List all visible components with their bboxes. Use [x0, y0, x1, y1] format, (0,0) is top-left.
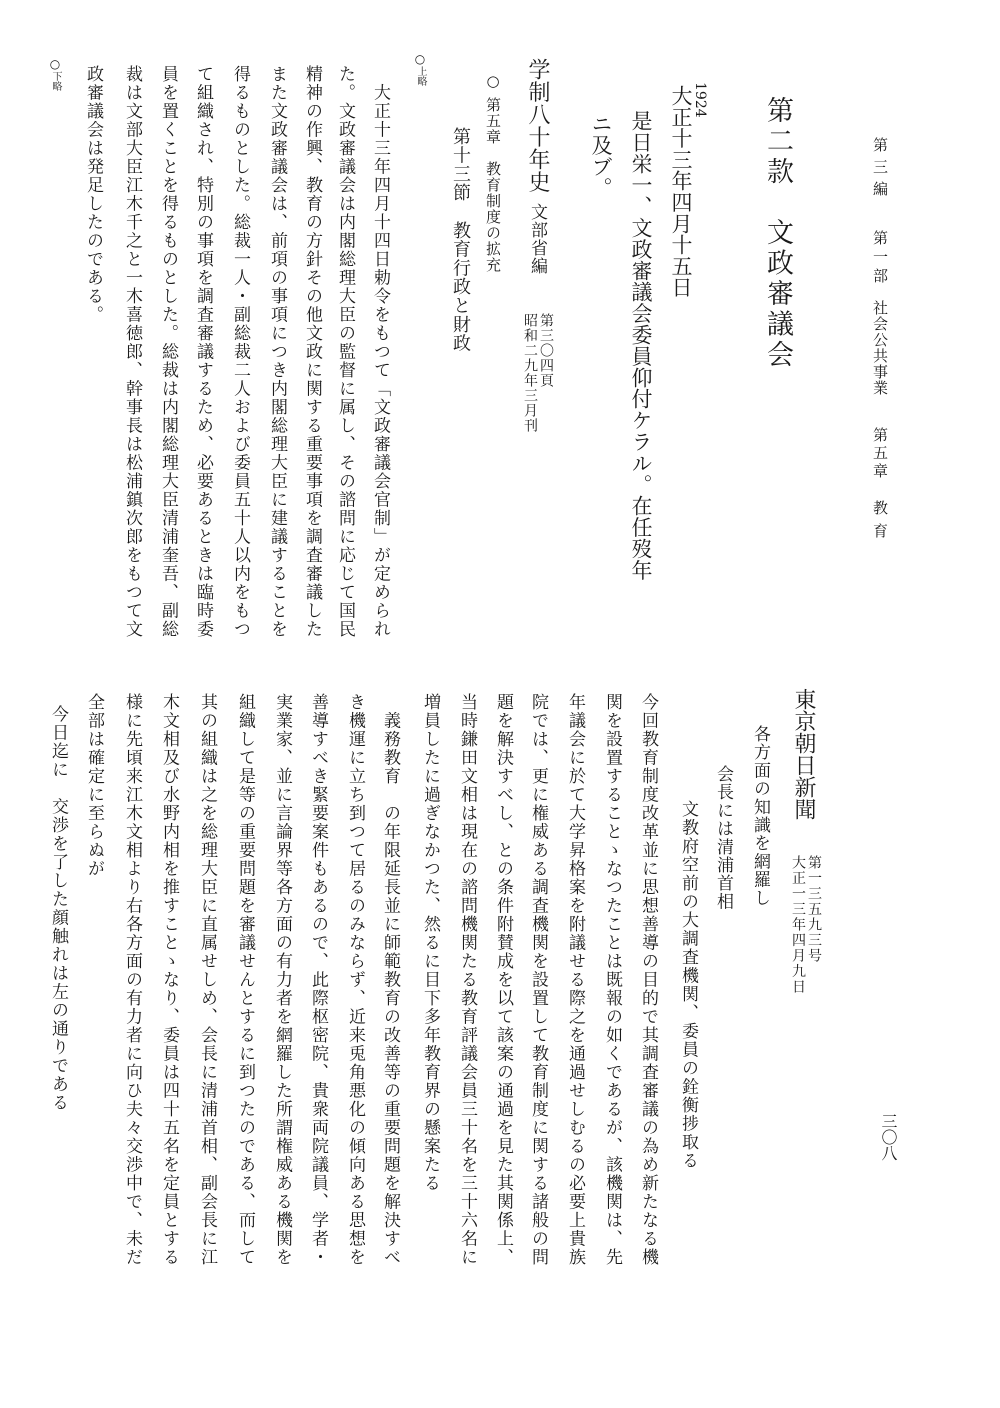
section-title: 第二款 文政審議会 [762, 96, 793, 371]
source-reference [522, 313, 554, 433]
source-title: 学制八十年史 [525, 58, 550, 193]
source2-body-line: 善導すべき緊要案件もあるので、此際枢密院、貴衆両院議員、学者・ [308, 693, 328, 1267]
omitted-above-note: ○上略 [413, 52, 427, 86]
source1-body-line: て組織され、特別の事項を調査審議するため、必要あるときは臨時委 [193, 65, 213, 639]
issue-number: 第一三五九三号 [806, 855, 822, 964]
entry-year: 1924 [692, 82, 708, 118]
source2-body-line: 実業家、並に言論界等各方面の有力者を網羅した所謂権威ある機関を [272, 693, 292, 1267]
running-header-chapter: 第五章 [871, 427, 889, 481]
headline: 文教府空前の大調査機関、委員の銓衡捗取る [678, 800, 698, 1170]
page-number: 三〇八 [879, 1113, 898, 1161]
source2-body-line: 関を設置することゝなつたことは既報の如くであるが、該機関は、先 [602, 693, 622, 1267]
headline: 各方面の知識を網羅し [750, 725, 770, 907]
source2-body-line: 全部は確定に至らぬが [84, 693, 104, 878]
source2-body-line: 題を解決すべし、との条件附賛成を以て該案の通過を見た其関係上、 [493, 693, 513, 1267]
source2-body-line: 様に先頃来江木文相より右各方面の有力者に向ひ夫々交渉中で、未だ [122, 693, 142, 1267]
source2-body-line: 院では、更に権威ある調査機関を設置して教育制度に関する諸般の問 [528, 693, 548, 1267]
source-section: 第十三節 教育行政と財政 [450, 127, 471, 353]
entry-date: 大正十三年四月十五日 [669, 85, 693, 298]
running-header-part-title: 社会公共事業 [871, 300, 889, 396]
source2-body-line: 今回教育制度改革並に思想善導の目的で其調査審議の為め新たなる機 [638, 693, 658, 1267]
running-header-chapter-title: 教育 [871, 500, 889, 546]
source1-body-line: た。文政審議会は内閣総理大臣の監督に属し、その諮問に応じて国民 [335, 65, 355, 639]
source1-body-line: 政審議会は発足したのである。 [83, 65, 103, 324]
running-header-volume: 第三編 [871, 137, 889, 203]
circle-mark: ○ [413, 52, 427, 66]
source2-body-line: 義務教育 の年限延長並に師範教育の改善等の重要問題を解決すべ [380, 693, 400, 1267]
source2-body-line: 当時鎌田文相は現在の諮問機関たる教育評議会員三十名を三十六名に [457, 693, 477, 1267]
circle-mark: ○ [48, 57, 62, 71]
source-page-ref: 第三〇四頁 [538, 313, 554, 388]
source2-body-line: き機運に立ち到つて居るのみならず、近来兎角悪化の傾向ある思想を [345, 693, 365, 1267]
headline: 会長には清浦首相 [713, 765, 733, 911]
newspaper-title: 東京朝日新聞 [791, 688, 816, 820]
source1-body-line: 得るものとした。総裁一人・副総裁二人および委員五十人以内をもつ [230, 65, 250, 639]
source1-body-line: 精神の作興、教育の方針その他文政に関する重要事項を調査審議した [302, 65, 322, 639]
source2-body-line: 今日迄に 交渉を了した顔触れは左の通りである [48, 705, 68, 1112]
source2-body-line: 増員したに過ぎなかつた、然るに目下多年教育界の懸案たる [420, 693, 440, 1193]
issue-date: 大正一三年四月九日 [790, 855, 806, 995]
source1-body-line: また文政審議会は、前項の事項につき内閣総理大臣に建議することを [267, 65, 287, 639]
source1-body-line: 大正十三年四月十四日勅令をもつて「文政審議会官制」が定められ [370, 65, 390, 639]
source2-body-line: 年議会に於て大学昇格案を附議せる際之を通過せしむるの必要上貴族 [565, 693, 585, 1267]
source1-body-line: 裁は文部大臣江木千之と一木喜徳郎、幹事長は松浦鎮次郎をもつて文 [122, 65, 142, 639]
source1-body-line: 員を置くことを得るものとした。総裁は内閣総理大臣清浦奎吾、副総 [158, 65, 178, 639]
source-editor: 文部省編 [527, 203, 547, 275]
source2-body-line: 其の組織は之を総理大臣に直属せしめ、会長に清浦首相、副会長に江 [197, 693, 217, 1267]
running-header-part: 第一部 [871, 230, 889, 287]
source-publication-date: 昭和二九年三月刊 [522, 313, 538, 433]
newspaper-issue [790, 855, 822, 995]
entry-text-line: ニ及ブ。 [589, 113, 613, 199]
entry-text-line: 是日栄一、文政審議会委員仰付ケラル。在任歿年 [629, 110, 653, 581]
source2-body-line: 組織して是等の重要問題を審議せんとするに到つたのである、而して [235, 693, 255, 1267]
source-chapter: ○ 第五章 教育制度の拡充 [484, 72, 502, 273]
omitted-below-note: ○下略 [48, 57, 62, 91]
source2-body-line: 木文相及び水野内相を推すことゝなり、委員は四十五名を定員とする [159, 693, 179, 1267]
